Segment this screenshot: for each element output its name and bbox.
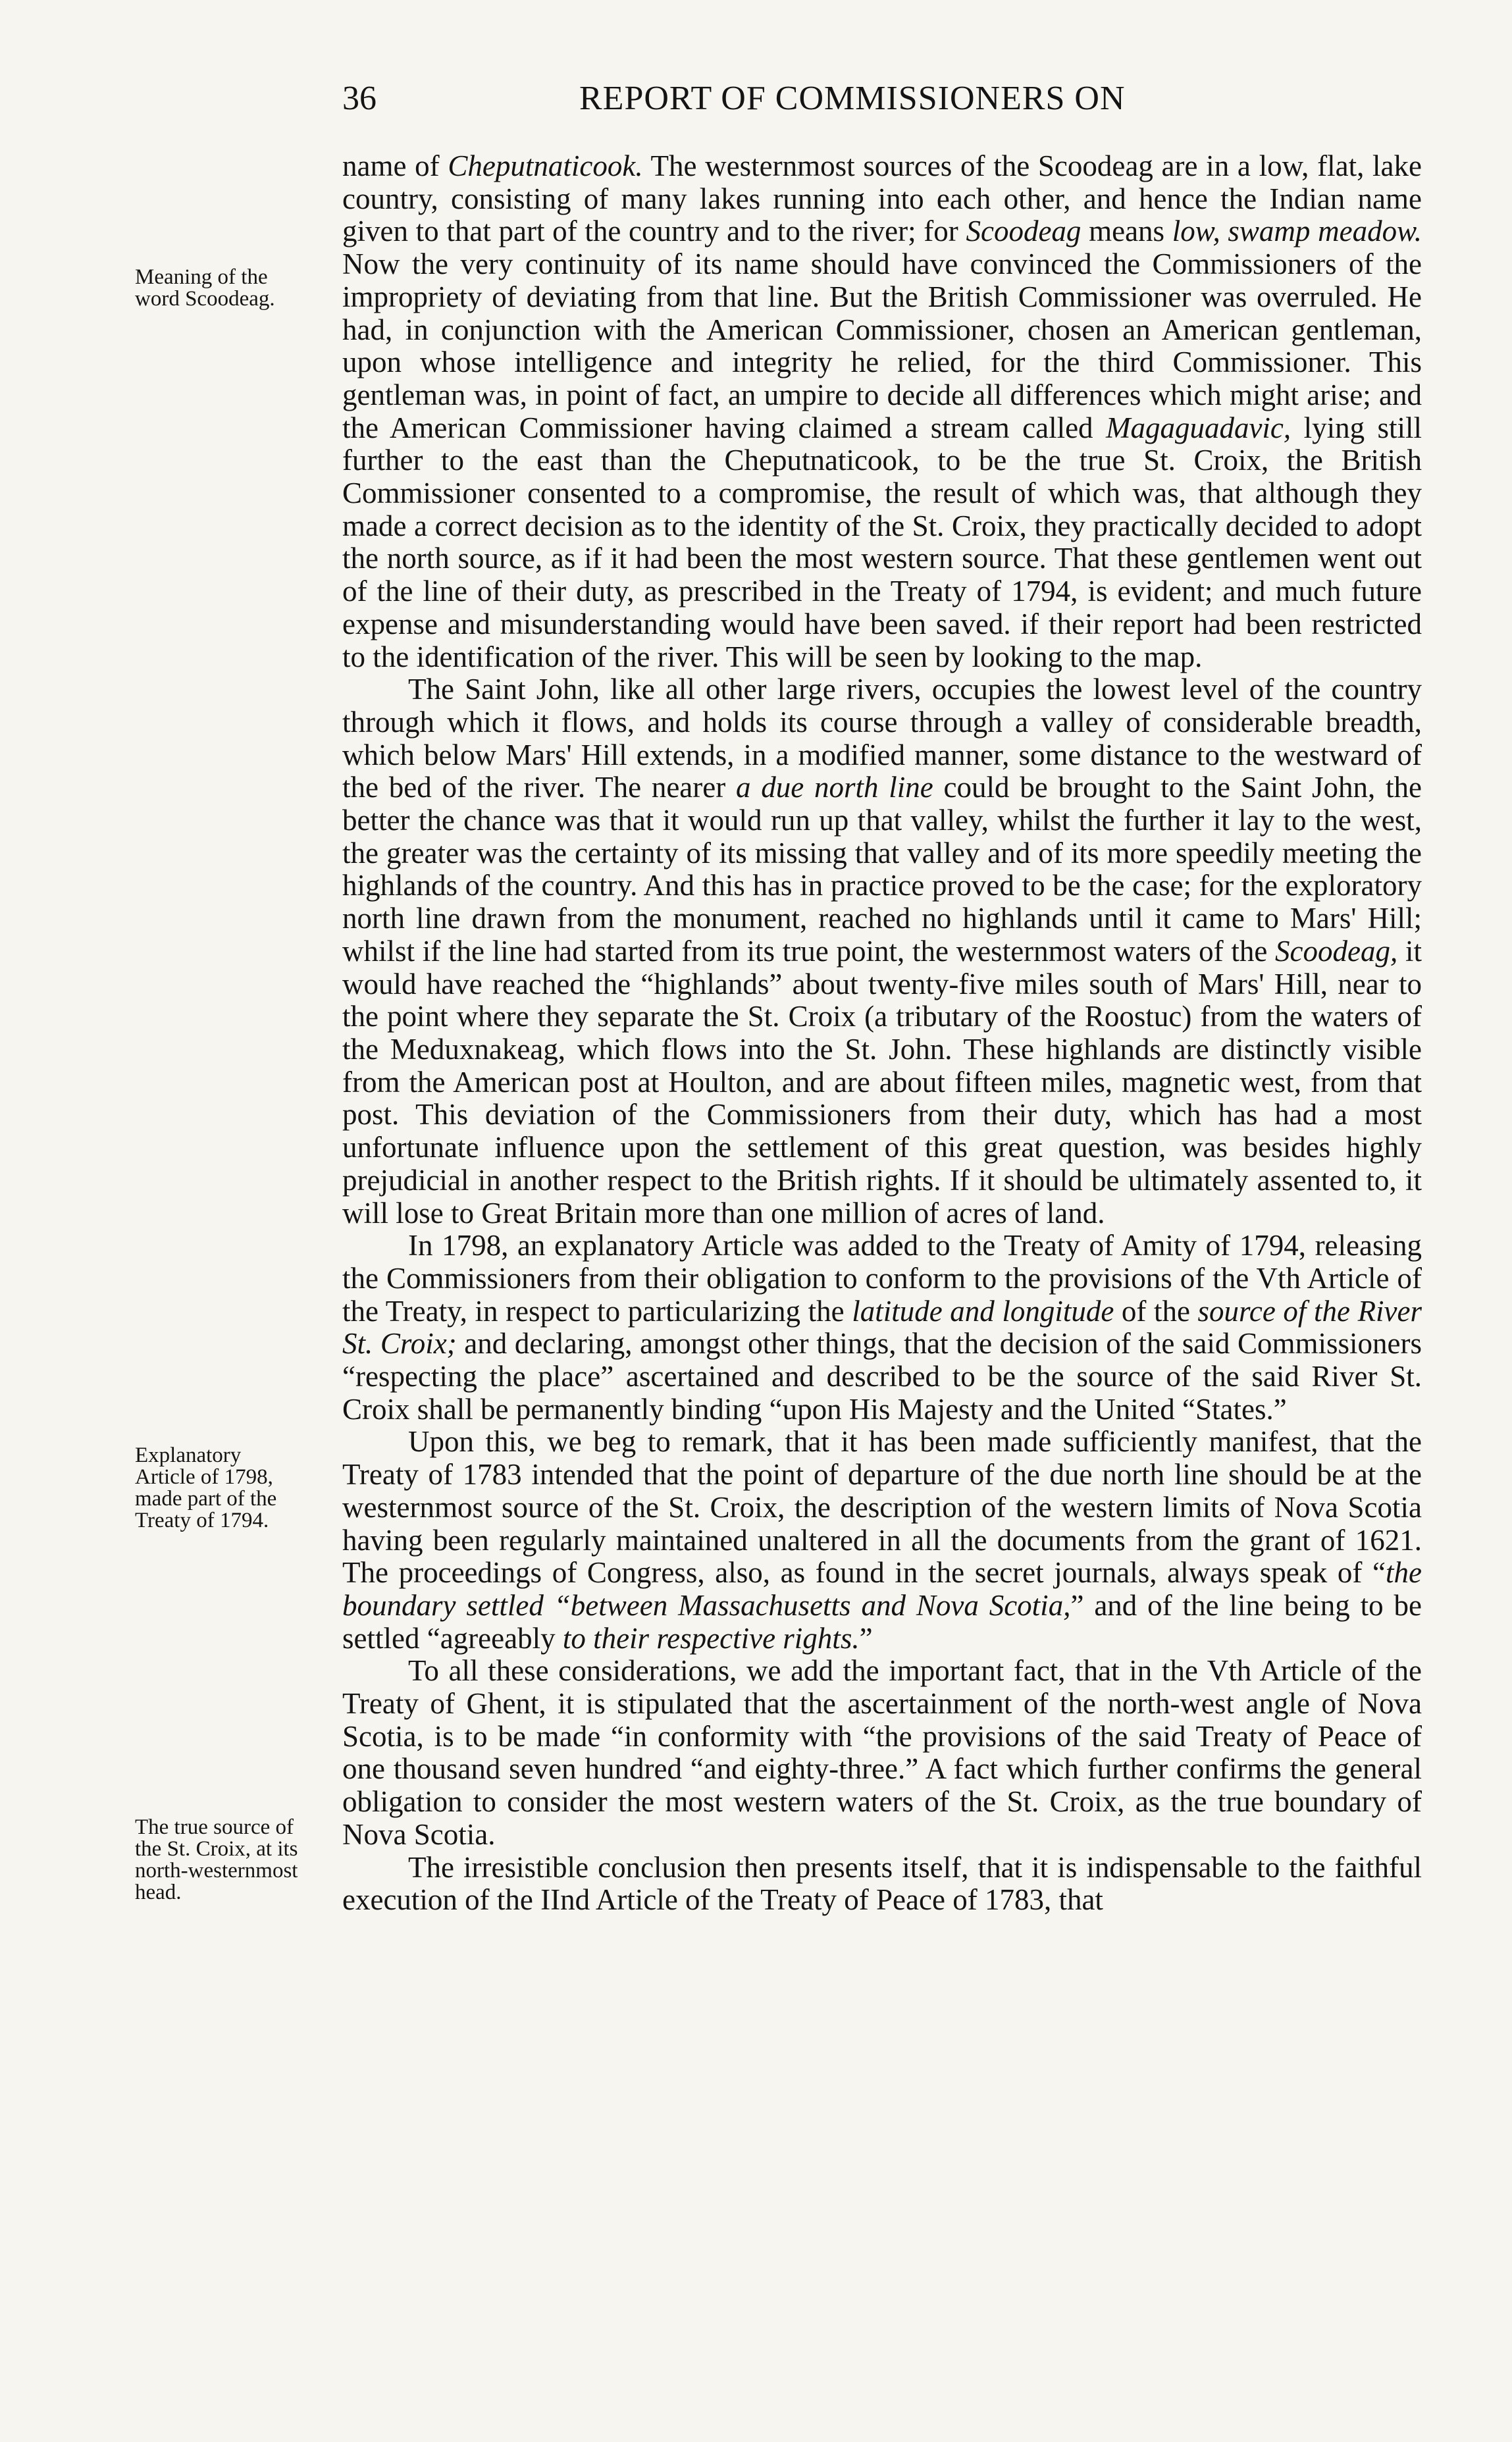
paragraph-conclusion (342, 1852, 1422, 1917)
paragraph-upon-this (342, 1426, 1422, 1655)
margin-note-line: The true source of (135, 1815, 294, 1839)
italic-text-run: Scoodeag (966, 215, 1082, 248)
margin-note-line: head. (135, 1881, 182, 1904)
text-run: could be brought to the Saint John, the better the chance was that it would run up that valley, whilst the further it lay to the west, the greater was the certainty of its missing that valley and of its more speedily meeting the highlands of the country. And this has in practice proved to be the case; for the exploratory north line drawn from the monument, reached no highlands until it came to Mars' Hill; whilst if the line had started from its true point, the westernmost waters of the (342, 771, 1422, 968)
italic-text-run: to their respective rights. (562, 1621, 860, 1655)
running-head: REPORT OF COMMISSIONERS ON (579, 80, 1126, 117)
margin-note-line: Treaty of 1794. (135, 1509, 269, 1532)
italic-text-run: Magaguadavic, (1105, 411, 1291, 444)
paragraph-1798-article (342, 1230, 1422, 1426)
text-run: In 1798, an explanatory Article was added to the Treaty of Amity of 1794, releasing the Commissioners from their obligation to conform to the provisions of the Vth Article of the Treaty, in respect to particularizing the (342, 1229, 1422, 1328)
margin-note-line: north-westernmost (135, 1859, 298, 1883)
margin-note-line: the St. Croix, at its (135, 1837, 298, 1861)
text-run: name of (342, 149, 448, 182)
margin-note-explanatory-article (135, 1445, 365, 1532)
margin-note-line: Article of 1798, (135, 1465, 273, 1489)
margin-note-line: word Scoodeag. (135, 287, 275, 311)
text-run: lying still further to the east than the Cheputnaticook, to be the true St. Croix, the British Commissioner consented to a compromise, the result of which was, that although they made a correct decision as to the identity of the St. Croix, they practically decided to adopt the north source, as if it had been the most western source. That these gentlemen went out of the line of their duty, as prescribed in the Treaty of 1794, is evident; and much future expense and misunderstanding would have been saved. if their report had been restricted to the identification of the river. This will be seen by looking to the map. (342, 411, 1422, 673)
italic-text-run: a due north line (735, 771, 933, 804)
italic-text-run: source of the River St. Croix; (342, 1294, 1422, 1361)
text-run: it would have reached the “highlands” about twenty-five miles south of Mars' Hill, near to the point where they separate the St. Croix (a tributary of the Roostuc) from the waters of the Meduxnakeag, which flows into the St. John. These highlands are distinctly visible from the American post at Houlton, and are about fifteen miles, magnetic west, from that post. This deviation of the Commissioners from their duty, which has had a most unfortunate influence upon the settlement of this great question, was besides highly prejudicial in another respect to the British rights. If it should be ultimately assented to, it will lose to Great Britain more than one million of acres of land. (342, 934, 1422, 1230)
text-run: means (1081, 215, 1172, 248)
page-header (342, 72, 1422, 125)
paragraph-saint-john (342, 673, 1422, 1230)
margin-note-true-source (135, 1817, 365, 1904)
italic-text-run: low, swamp meadow. (1172, 215, 1422, 248)
text-run: ” (859, 1621, 873, 1655)
text-run: Now the very continuity of its name should have convinced the Commissioners of the impropriety of deviating from that line. But the British Commissioner was overruled. He had, in conjunction with the American Commissioner, chosen an American gentleman, upon whose intelligence and integrity he relied, for the third Commissioner. This gentleman was, in point of fact, an umpire to decide all differences which might arise; and the American Commissioner having claimed a stream called (342, 247, 1422, 444)
text-run: and declaring, amongst other things, that the decision of the said Commissioners “respecting the place” ascertained and described to be the source of the said River St. Croix shall be permanently binding “upon His Majesty and the United “States.” (342, 1327, 1422, 1426)
text-run: ” and of the line being to be settled “agreeably (342, 1588, 1422, 1655)
italic-text-run: the boundary settled “between Massachusetts and Nova Scotia, (342, 1556, 1422, 1622)
italic-text-run: latitude and longitude (852, 1294, 1114, 1328)
body-text (342, 150, 1422, 1917)
page-number: 36 (342, 80, 377, 117)
italic-text-run: Scoodeag, (1275, 934, 1398, 968)
text-run: of the (1114, 1294, 1198, 1328)
text-run: To all these considerations, we add the important fact, that in the Vth Article of the Treaty of Ghent, it is stipulated that the ascertainment of the north-west angle of Nova Scotia, is to be made “in conformity with “the provisions of the said Treaty of Peace of one thousand seven hundred “and eighty-three.” A fact which further confirms the general obligation to consider the most western waters of the St. Croix, as the true boundary of Nova Scotia. (342, 1654, 1422, 1851)
italic-text-run: Cheputnaticook. (448, 149, 643, 182)
text-run: The Saint John, like all other large rivers, occupies the lowest level of the country through which it flows, and holds its course through a valley of considerable breadth, which below Mars' Hill extends, in a modified manner, some distance to the westward of the bed of the river. The nearer (342, 673, 1422, 804)
text-run: Upon this, we beg to remark, that it has been made sufficiently manifest, that the Treaty of 1783 intended that the point of departure of the due north line should be at the westernmost source of the St. Croix, the description of the western limits of Nova Scotia having been regularly maintained unaltered in all the documents from the grant of 1621. The proceedings of Congress, also, as found in the secret journals, always speak of “ (342, 1425, 1422, 1590)
margin-note-line: Explanatory (135, 1443, 242, 1467)
margin-note-line: made part of the (135, 1487, 277, 1511)
paragraph-continuation (342, 150, 1422, 673)
text-run: The westernmost sources of the Scoodeag are in a low, flat, lake country, consisting of many lakes running into each other, and hence the Indian name given to that part of the country and to the river; for (342, 149, 1422, 248)
margin-note-scoodeag (135, 267, 365, 310)
margin-note-line: Meaning of the (135, 265, 268, 289)
text-run: The irresistible conclusion then presents itself, that it is indispensable to the faithful execution of the IInd Article of the Treaty of Peace of 1783, that (342, 1850, 1422, 1917)
paragraph-treaty-of-ghent (342, 1655, 1422, 1851)
